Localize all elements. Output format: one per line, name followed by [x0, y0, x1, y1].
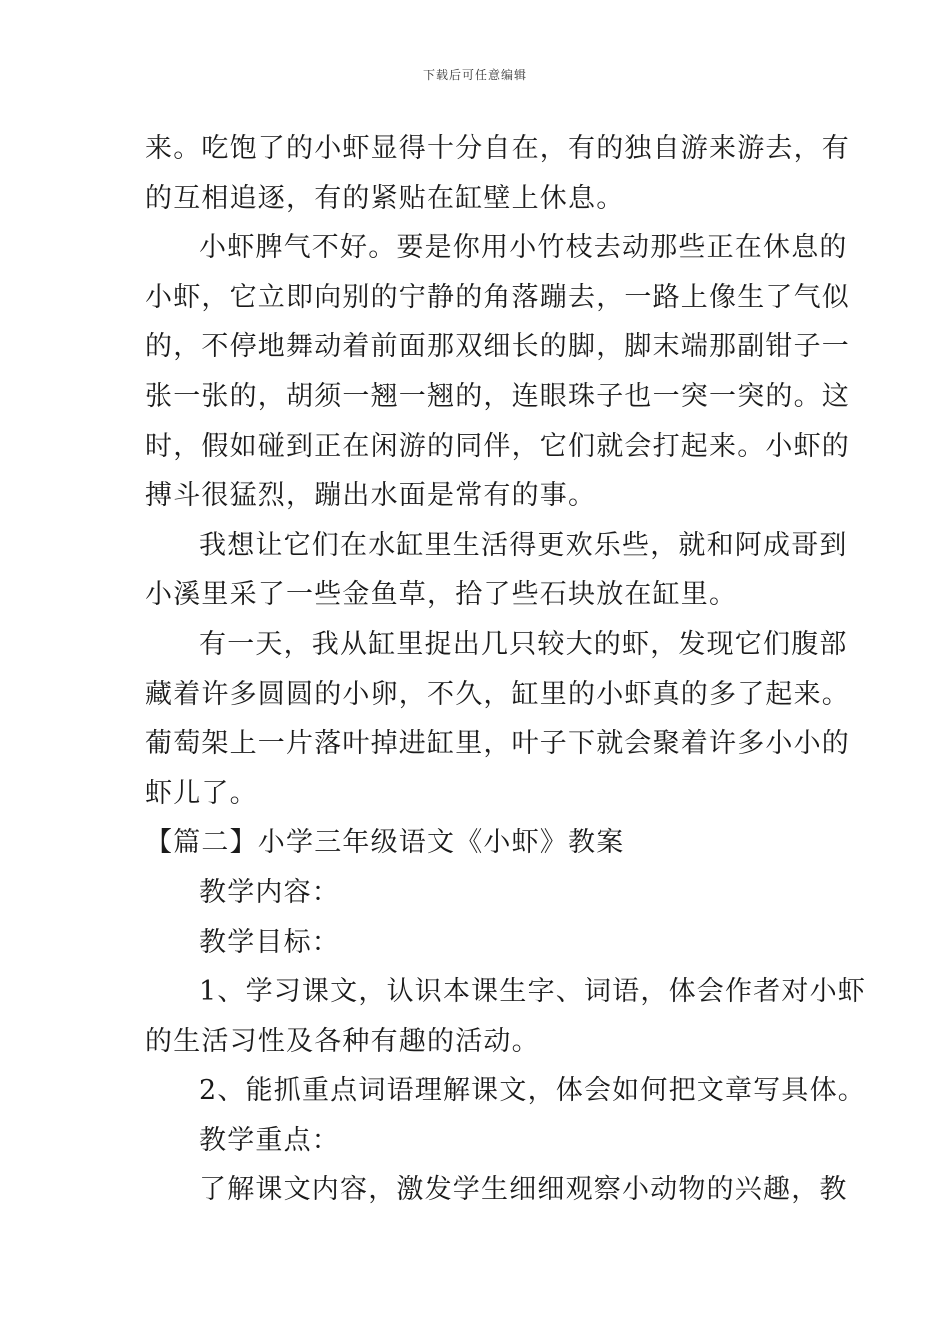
subheading-teaching-content: 教学内容：: [199, 876, 340, 908]
subheading-teaching-goals: 教学目标：: [199, 926, 340, 958]
paragraph-start-line: 我想让它们在水缸里生活得更欢乐些，就和阿成哥到: [199, 529, 848, 561]
text-line: 小虾，它立即向别的宁静的角落蹦去，一路上像生了气似: [145, 281, 850, 313]
goal-item-2: 2、能抓重点词语理解课文，体会如何把文章写具体。: [199, 1075, 866, 1107]
subheading-teaching-focus: 教学重点：: [199, 1124, 340, 1156]
text-line: 葡萄架上一片落叶掉进缸里，叶子下就会聚着许多小小的: [145, 728, 850, 760]
text-line: 张一张的，胡须一翘一翘的，连眼珠子也一突一突的。这: [145, 380, 850, 412]
text-line: 来。吃饱了的小虾显得十分自在，有的独自游来游去，有: [145, 133, 850, 164]
text-line: 搏斗很猛烈，蹦出水面是常有的事。: [145, 480, 597, 512]
text-line: 虾儿了。: [145, 777, 258, 809]
text-line: 的互相追逐，有的紧贴在缸壁上休息。: [145, 182, 625, 214]
text-line: 时，假如碰到正在闲游的同伴，它们就会打起来。小虾的: [145, 430, 850, 462]
text-line: 的生活习性及各种有趣的活动。: [145, 1025, 540, 1057]
text-line: 藏着许多圆圆的小卵，不久，缸里的小虾真的多了起来。: [145, 678, 850, 710]
page-header-note: 下载后可任意编辑: [422, 68, 527, 82]
text-line: 小溪里采了一些金鱼草，拾了些石块放在缸里。: [145, 579, 738, 611]
section-heading: 【篇二】小学三年级语文《小虾》教案: [145, 827, 625, 859]
paragraph-start-line: 小虾脾气不好。要是你用小竹枝去动那些正在休息的: [199, 232, 848, 264]
text-line: 的，不停地舞动着前面那双细长的脚，脚末端那副钳子一: [145, 331, 850, 363]
goal-item-1: 1、学习课文，认识本课生字、词语，体会作者对小虾: [199, 976, 866, 1008]
document-body: [145, 124, 866, 1215]
paragraph-start-line: 有一天，我从缸里捉出几只较大的虾，发现它们腹部: [199, 628, 848, 660]
paragraph-start-line: 了解课文内容，激发学生细细观察小动物的兴趣，教: [199, 1174, 848, 1206]
